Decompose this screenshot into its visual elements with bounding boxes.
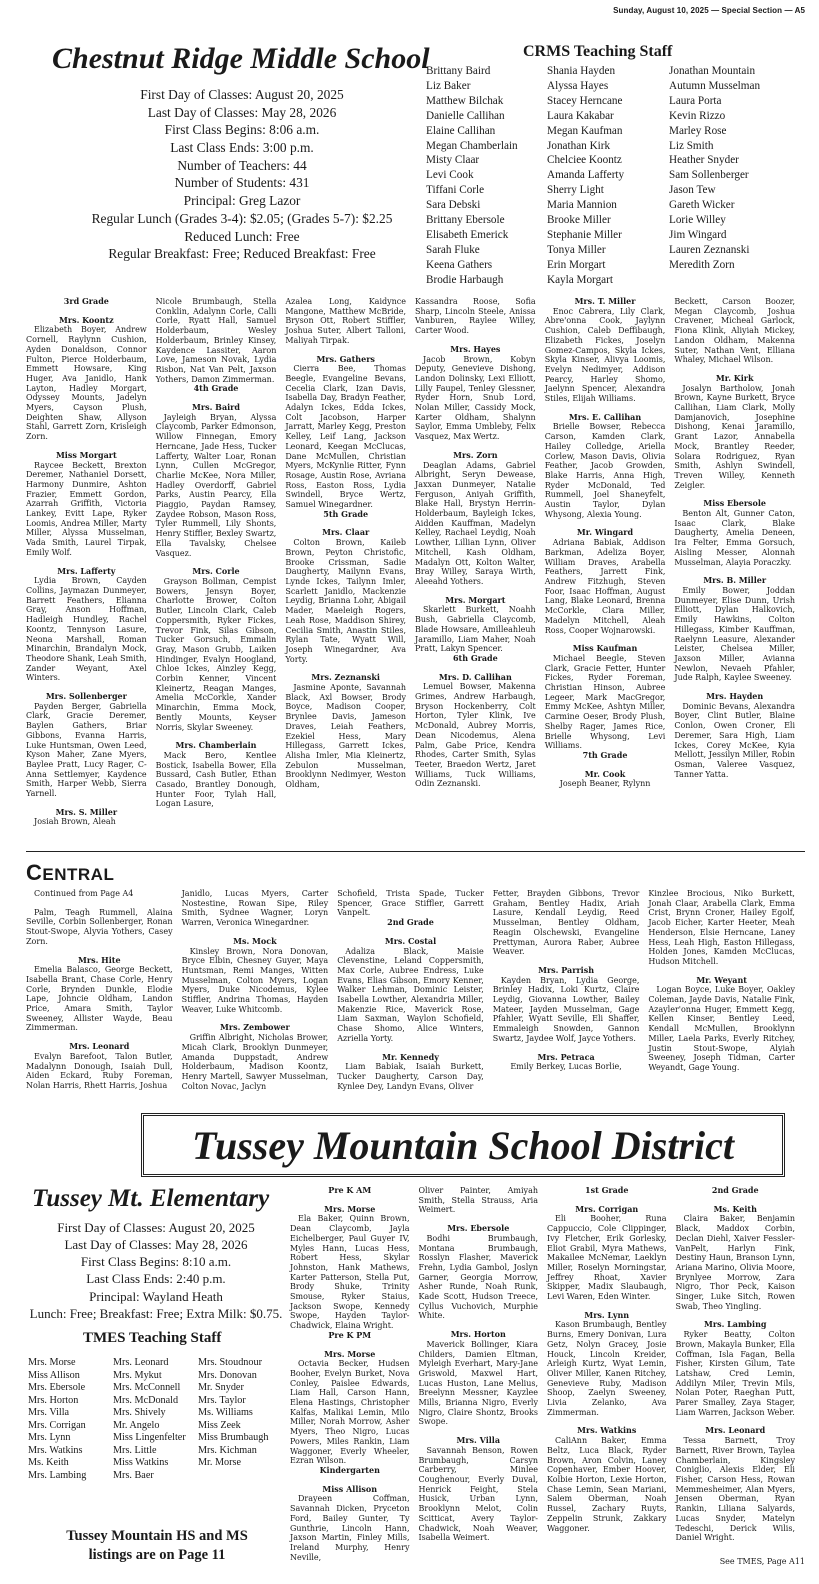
staff-name: Stephanie Miller <box>547 228 622 241</box>
teacher-heading: Miss Allison <box>322 1483 378 1494</box>
staff-name <box>198 1470 288 1483</box>
staff-name: Mrs. Villa <box>28 1407 70 1418</box>
grade-heading: 6th Grade <box>452 652 498 663</box>
teacher-heading: Miss Ebersole <box>703 498 767 509</box>
staff-name: Alyssa Hayes <box>547 79 609 92</box>
teacher-heading: Mrs. Parrish <box>538 964 595 975</box>
hs-ms-listing-note <box>30 1527 284 1565</box>
staff-name: Laura Kakabar <box>547 109 614 122</box>
teacher-heading: Mrs. Lafferty <box>57 565 116 576</box>
school-fact: Last Class Ends: 2:40 p.m. <box>86 1271 226 1287</box>
student-list: Kinsley Brown, Nora Donovan, Bryce Elbin, Chesney Guyer, Maya Huntsman, Remi Manges, Witten Musselman, Colton Myers, Logan Myers, Duke Nicodemus, Kylee Stiffler, Andrina Thomas, Hayden Weaver, Luke Whitcomb. <box>181 946 329 1014</box>
crms-column-5 <box>545 297 666 838</box>
staff-name: Stacey Herncane <box>547 94 623 107</box>
school-fact: Regular Breakfast: Free; Reduced Breakfast: Free <box>108 246 376 262</box>
teacher-heading: Mrs. Zeznanski <box>311 672 380 683</box>
staff-name: Mrs. Ebersole <box>28 1382 86 1393</box>
teacher-heading: Miss Morgart <box>55 449 117 460</box>
staff-name: Mrs. Mykut <box>113 1369 162 1381</box>
crms-facts <box>42 86 442 263</box>
staff-name: Mrs. Shively <box>113 1407 166 1418</box>
staff-name: Mrs. Kichman <box>198 1444 257 1456</box>
student-list: Beckett, Carson Boozer, Megan Claycomb, Joshua Cravener, Micheal Garlock, Fiona Klink, Aliyiah Mickey, Landon Oldham, Makenna Suter, Nathan Vent, Elliana Whaley, Michael Wilson. <box>674 297 796 365</box>
tmes-column-2 <box>419 1186 539 1554</box>
staff-name: Jonathan Mountain <box>669 65 756 77</box>
teacher-heading: Mr. Weyant <box>696 974 747 985</box>
student-list: Adaliza Black, Maisie Clevenstine, Leland Coppersmith, Max Corle, Aubree Endress, Luke Evans, Elias Gibson, Emory Kenner, Walker Lehman, Dominic Leister, Isabella Lowther, Alexandria Miller, Makenzie Rice, Maverick Rose, Liam Saxman, Waylon Schofield, Chase Shomo, Alice Winters, Azriella Yorty. <box>337 946 484 1043</box>
student-list: Elizabeth Boyer, Andrew Cornell, Raylynn Cushion, Ayden Donaldson, Connor Fulton, Pierce Holderbaum, Emmett Howsare, King Huger, Ava Janidlo, Hank Layton, Hadley Morgart, Odyssey Mounts, Jadelyn Myers, Cayson Plush, Deighten Shaw, Allyson Stahl, Garrett Zorn, Krisleigh Zorn. <box>26 325 147 442</box>
staff-name: Lauren Zeznanski <box>669 243 750 256</box>
school-fact: Reduced Lunch: Free <box>184 228 300 244</box>
student-list: Josalyn Bartholow, Jonah Brown, Kayne Burkett, Bryce Callihan, Liam Clark, Molly Damjanovich, Josephine Dishong, Kenai Jaramillo, Grant Lazor, Annabella Mock, Brantley Reeder, Solara Rodriguez, Ryan Smith, Ashlyn Swindell, Treven Willey, Kenneth Zeigler. <box>674 383 796 490</box>
student-list: Emelia Balasco, George Beckett, Isabella Brant, Chase Corle, Henry Corle, Brynden Dunkle, Elodie Lape, Johncie Oldham, Landon Price, Amara Smith, Taylor Sweeney, Allister Wayde, Beau Zimmerman. <box>26 965 173 1033</box>
student-list: Logan Boyce, Luke Boyer, Oakley Coleman, Jayde Davis, Natalie Fink, Azayler'onna Huger, Emmett Kegg, Kellen Kinser, Bentley Leed, Kendall McMullen, Brooklynn Miller, Laela Parks, Everly Ritchey, Justin Stout-Swope, Alyiah Sweeney, Joseph Tidman, Carter Weyandt, Gage Young. <box>648 985 795 1072</box>
school-fact: Last Class Ends: 3:00 p.m. <box>170 140 314 156</box>
staff-name: Sarah Fluke <box>426 243 480 256</box>
staff-name: Keena Gathers <box>426 258 493 271</box>
staff-name: Liz Smith <box>669 139 714 152</box>
student-list: Drayeen Coffman, Savannah Dicken, Pryceton Ford, Bailey Gunter, Ty Gunthrie, Lincoln Hann, Jaxson Martin, Finley Mills, Ireland Murphy, Henry Neville, <box>290 1494 410 1562</box>
staff-name: Tonya Miller <box>547 243 606 256</box>
staff-name: Heather Snyder <box>669 154 739 167</box>
staff-name: Sam Sollenberger <box>669 169 749 182</box>
crms-column-3 <box>285 297 406 838</box>
staff-name: Mrs. Corrigan <box>28 1419 86 1431</box>
student-list: Joseph Beaner, Rylynn <box>559 779 651 789</box>
school-fact: First Day of Classes: August 20, 2025 <box>140 87 344 102</box>
teacher-heading: Ms. Mock <box>233 935 277 946</box>
student-list: Maverick Bollinger, Kiara Childers, Damien Eltman, Myleigh Everhart, Mary-Jane Griswold, Maxwel Hart, Lucas Huston, Lane Melius, Breelynn Messner, Kayzlee Mills, Brianna Nigro, Everly Nigro, Claire Shontz, Brooks Swope. <box>418 1339 538 1427</box>
teacher-heading: Mr. Wingard <box>576 527 634 538</box>
staff-name: Miss Zeek <box>198 1419 241 1431</box>
staff-name: Mrs. Lynn <box>28 1432 71 1443</box>
school-fact: First Class Begins: 8:06 a.m. <box>164 122 320 138</box>
teacher-heading: Mrs. Koontz <box>59 314 114 325</box>
student-list: Josiah Brown, Aleah <box>34 817 116 827</box>
staff-name: Jim Wingard <box>669 228 727 241</box>
crms-column-1 <box>26 297 147 838</box>
crms-class-lists <box>26 297 795 838</box>
student-list: Grayson Bollman, Cempist Bowers, Jensyn Boyer, Charlotte Brower, Colton Butler, Lincoln Clark, Caleb Coppersmith, Ryker Fickes, Trevor Fink, Silas Gibson, Tucker Gorsuch, Emmalin Gray, Mason Grubb, Laiken Hindinger, Evalyn Hoogland, Chloe Ickes, Ainzley Kegg, Corbin Kenner, Vincent Kleinertz, Reagan Manges, Amelia McCorkle, Xander Minarchin, Emma Mock, Bently Mounts, Keyser Norris, Skylar Sweeney. <box>155 576 277 732</box>
teacher-heading: Mrs. Chamberlain <box>175 740 257 751</box>
student-list: Nicole Brumbaugh, Stella Conklin, Adalynn Corle, Calli Corle, Ryatt Hall, Samuel Holderbaum, Wesley Holderbaum, Brinley Kinsey, Kaydence Lassiter, Aaron Love, Jameson Novak, Lydia Risbon, Nat Van Pelt, Jaxson Yothers, Damon Zimmerman. <box>155 297 277 384</box>
staff-name: Miss Allison <box>28 1369 80 1381</box>
staff-name: Sara Debski <box>426 199 481 212</box>
staff-name: Erin Morgart <box>547 258 606 271</box>
tmes-staff-list <box>28 1357 288 1482</box>
teacher-heading: Mrs. Lambing <box>704 1319 767 1330</box>
student-list: Schofield, Trista Spade, Tucker Spencer, Grace Stiffler, Garrett Vanpelt. <box>337 889 484 918</box>
tmes-column-1 <box>290 1185 410 1562</box>
central-heading-initial: C <box>26 860 43 885</box>
teacher-heading: Mrs. Ebersole <box>447 1223 510 1234</box>
student-list: CaliAnn Baker, Emma Beltz, Luca Black, Ryder Brown, Aron Colvin, Laney Copenhaver, Ember Hoover, Kolbie Horton, Lexie Horton, Chase Lemin, Sean Mariani, Salem Oberman, Noah Russel, Zachary Ruyts, Zeppelin Strunk, Zakkary Waggoner. <box>547 1436 667 1533</box>
staff-name: Brodie Harbaugh <box>426 273 504 286</box>
student-list: Emily Bower, Joddan Dunmeyer, Elise Dunn, Urish Elliott, Dylan Halkovich, Emily Hawkins, Colton Hillegass, Kimber Kauffman, Raelynn Leasure, Alexander Leister, Chelsea Miller, Jaxson Miller, Avianna Newlon, Nevaeh Pfahler, Jude Ralph, Kaylee Sweeney. <box>674 585 796 683</box>
staff-name: Megan Chamberlain <box>426 139 518 152</box>
school-fact: Lunch: Free; Breakfast: Free; Extra Milk: $0.75. <box>29 1305 283 1321</box>
staff-name: Elaine Callihan <box>426 124 496 137</box>
student-list: Kayden Bryan, Lydia George, Brinley Hadix, Loki Kurtz, Claire Leydig, Giovanna Lowther, Bailey Mateer, Jayden Musselman, Gage Pfahler, Wyatt Seville, Eli Shaffer, Emmaleigh Snowden, Gannon Swartz, Jaydee Wolf, Jayce Yothers. <box>492 975 640 1043</box>
grade-heading: 5th Grade <box>323 508 369 519</box>
grade-heading: 1st Grade <box>585 1185 629 1195</box>
staff-name: Mrs. Donovan <box>198 1369 257 1381</box>
teacher-heading: Mrs. S. Miller <box>55 806 118 817</box>
school-fact: Number of Teachers: 44 <box>177 157 307 173</box>
grade-heading: Pre K PM <box>328 1329 372 1340</box>
teacher-heading: Mrs. Lynn <box>584 1309 630 1320</box>
staff-name: Mrs. Watkins <box>28 1444 83 1456</box>
staff-name: Elisabeth Emerick <box>426 228 509 241</box>
staff-name: Mrs. Little <box>113 1444 157 1456</box>
staff-name: Chelciee Koontz <box>547 154 622 167</box>
teacher-heading: Mrs. Hayes <box>450 343 501 354</box>
school-fact: Principal: Wayland Heath <box>89 1288 223 1304</box>
staff-name: Mrs. Horton <box>28 1394 79 1406</box>
school-fact: First Class Begins: 8:10 a.m. <box>80 1254 232 1270</box>
teacher-heading: Mrs. D. Callihan <box>438 671 512 682</box>
central-heading-rest: ENTRAL <box>42 865 115 884</box>
staff-name: Mr. Angelo <box>113 1419 160 1431</box>
tmes-facts <box>26 1219 286 1322</box>
teacher-heading: Mrs. Corle <box>192 566 240 577</box>
teacher-heading: Mrs. Leonard <box>705 1425 766 1436</box>
section-divider <box>26 851 805 852</box>
student-list: Dominic Bevans, Alexandra Boyer, Clint Butler, Blaine Conlon, Owen Croner, Eli Deremer, Sara High, Liam Ickes, Corey McKee, Kyia Mellott, Jessilyn Miller, Robin Osman, Valeree Vasquez, Tanner Yatta. <box>674 701 796 779</box>
staff-name: Mr. Morse <box>198 1457 242 1468</box>
staff-name: Mrs. Taylor <box>198 1394 246 1406</box>
school-fact: Regular Lunch (Grades 3-4): $2.05; (Grades 5-7): $2.25 <box>91 210 393 226</box>
staff-name: Brittany Baird <box>426 65 491 77</box>
teacher-heading: Mrs. Morgart <box>445 594 506 605</box>
grade-heading: 2nd Grade <box>387 917 434 928</box>
hs-note-line-2: listings are on Page 11 <box>88 1546 226 1563</box>
staff-name: Ms. Keith <box>28 1457 69 1468</box>
student-list: Lemuel Bowser, Makenna Grimes, Andrew Harbaugh, Bryson Hockenberry, Colt Horton, Tyler Klink, Ive McDonald, Aubrey Morris, Dean Nicodemus, Alena Palm, Gabe Price, Kendra Rhodes, Carter Smith, Sylas Teeter, Braedon Wertz, Jaret Williams, Tuck Williams, Odin Zeznanski. <box>415 682 536 789</box>
teacher-heading: Mrs. Horton <box>450 1329 506 1340</box>
teacher-heading: Mrs. E. Callihan <box>568 411 642 422</box>
student-list: Tessa Barnett, Troy Barnett, River Brown, Taylea Chamberlain, Kingsley Coniglio, Alexis Elder, Eli Fisher, Carson Hess, Rowan Memmesheimer, Alan Myers, Jensen Oberman, Ryan Rankin, Liliana Salyards, Lucas Snyder, Matelyn Tedeschi, Derick Wilis, Daniel Wright. <box>675 1436 795 1543</box>
teacher-heading: Mrs. Baird <box>192 402 240 413</box>
student-list: Jacob Brown, Kobyn Deputy, Genevieve Dishong, Landon Dolinsky, Lexi Elliott, Lilly Faupel, Tenley Glessner, Ryder Horn, Snub Lord, Nolan Miller, Cassidy Mock, Karter Oldham, Shalynn Saylor, Emma Umbleby, Felix Vasquez, Max Wertz. <box>415 354 536 442</box>
central-column-5 <box>648 889 795 1099</box>
central-column-2 <box>182 889 329 1099</box>
student-list: Janidlo, Lucas Myers, Carter Nostestine, Rowan Sipe, Riley Smith, Sydnee Wagner, Loryn Warren, Veronica Winegardner. <box>181 889 329 928</box>
student-list: Brielle Bowser, Rebecca Carson, Kamden Clark, Hailey Colledge, Ariella Corlew, Mason Davis, Olivia Feather, Jacob Growden, Blake Harris, Anna High, Ryder McDonald, Ted Rummell, Joel Shaneyfelt, Austin Taylor, Dylan Whysong, Alexia Young. <box>544 422 666 519</box>
staff-name: Danielle Callihan <box>426 109 505 122</box>
staff-name: Megan Kaufman <box>547 124 623 137</box>
student-list: Azalea Long, Kaidynce Mangone, Matthew McBride, Bryson Ott, Robert Stiffler, Joshua Suter, Albert Talloni, Maliyah Tirpak. <box>285 297 407 345</box>
student-list: Emily Berkey, Lucas Borlie, <box>510 1062 622 1072</box>
student-list: Octavia Becker, Hudsen Booher, Evelyn Burket, Nova Conley, Paislee Edwards, Liam Hall, Carson Hann, Elena Hastings, Christopher Kalfas, Malikai Lemin, Milo Miller, Norah Morrow, Asher Myers, Theo Nigro, Lucas Powers, Miles Rankin, Liam Waggoner, Everly Wheeler, Ezran Wilson. <box>290 1359 410 1466</box>
staff-name: Sherry Light <box>547 184 604 197</box>
staff-name: Laura Porta <box>669 94 722 107</box>
student-list: Lydia Brown, Cayden Collins, Jaymazan Dunmeyer, Barrett Feathers, Elianna Gray, Anson Hoffman, Hadleigh Hundley, Rachel Koontz, Tennyson Lasure, Neona Marshall, Roman Minarchin, Brandalyn Mock, Theodore Shank, Leah Smith, Zander Weyant, Axel Winters. <box>26 576 147 683</box>
teacher-heading: Mrs. Villa <box>456 1435 500 1446</box>
teacher-heading: Mrs. Morse <box>324 1203 376 1214</box>
central-heading <box>26 860 114 886</box>
staff-name: Brittany Ebersole <box>426 214 505 227</box>
staff-name: Jason Tew <box>669 184 716 197</box>
staff-name: Autumn Musselman <box>669 79 761 92</box>
teacher-heading: Mrs. B. Miller <box>703 575 767 586</box>
tmes-class-lists <box>290 1185 795 1562</box>
school-fact: Number of Students: 431 <box>174 175 310 191</box>
student-list: Savannah Benson, Rowen Brumbaugh, Carsyn Carberry, Minlee Coughenour, Everly Duval, Henrick Feight, Stela Husick, Urban Lynn, Brooklynn Melot, Colin Scitticat, Avery Taylor-Chadwick, Noah Weaver, Isabella Weimert. <box>418 1445 538 1543</box>
student-list: Ela Baker, Quinn Brown, Dean Claycomb, Jayla Eichelberger, Paul Guyer IV, Myles Hann, Lucas Hess, Robert Hess, Skylar Johnston, Hank Mathews, Karter Patterson, Stella Put, Brody Shuke, Trinity Smouse, Ryker Staius, Jackson Swope, Kennedy Swope, Hayden Taylor-Chadwick, Elaina Wright. <box>290 1214 410 1331</box>
teacher-heading: Mrs. Corrigan <box>575 1203 639 1214</box>
teacher-heading: Mrs. Zorn <box>453 449 498 460</box>
student-list: Fetter, Brayden Gibbons, Trevor Graham, Bentley Hadix, Ariah Lasure, Kendall Leydig, Reed Musselman, Bentley Oldham, Reagin Olschewski, Evangeline Prettyman, Aurora Raber, Aubree Weaver. <box>492 889 640 957</box>
student-list: Palm, Teagh Rummell, Alaina Seville, Corbin Sollenberger, Ronan Stout-Swope, Alyvia Yothers, Casey Zorn. <box>26 907 173 946</box>
staff-name: Kevin Rizzo <box>669 109 726 122</box>
student-list: Enoc Cabrera, Lily Clark, Abre'onna Cook, Jaylynn Cushion, Caleb Deffibaugh, Elizabeth Fickes, Joselyn Gomez-Campos, Skyla Ickes, Skyla Kinser, Alivya Loomis, Evelyn Nedimyer, Addison Pearcy, Harley Shomo, Jaelynn Spencer, Alexandra Stiles, Elijah Williams. <box>544 306 666 404</box>
school-fact: Last Day of Classes: May 28, 2026 <box>147 104 337 120</box>
staff-name: Amanda Lafferty <box>547 169 625 182</box>
central-class-lists <box>26 889 795 1099</box>
tmes-staff-title: TMES Teaching Staff <box>83 1330 222 1346</box>
staff-name: Miss Lingenfelter <box>113 1432 186 1443</box>
student-list: Evalyn Barefoot, Talon Butler, Madalynn Donough, Isaiah Dull, Aiden Eckard, Ruby Foreman, Nolan Harris, Rhett Harris, Joshua <box>26 1051 173 1090</box>
staff-name: Mrs. Baer <box>113 1469 154 1481</box>
central-column-1 <box>26 889 173 1099</box>
staff-name <box>669 273 806 288</box>
staff-name: Marley Rose <box>669 124 727 137</box>
tmes-column-3 <box>547 1186 667 1554</box>
central-column-4 <box>493 889 640 1099</box>
teacher-heading: Miss Kaufman <box>572 643 638 654</box>
teacher-heading: Mrs. Leonard <box>69 1041 130 1052</box>
school-fact: First Day of Classes: August 20, 2025 <box>57 1220 255 1235</box>
staff-name: Mrs. McDonald <box>113 1394 179 1406</box>
student-list: Eli Booher, Runa Cappuccio, Cole Clippinger, Ivy Fletcher, Erik Gorlesky, Eliot Grabil, Myra Mathews, Makailee McNemar, Laeklyn Miller, Roselyn Morningstar, Jeffrey Rhoat, Xavier Skipper, Madix Slaubaugh, Levi Waren, Eden Winter. <box>547 1214 667 1302</box>
teacher-heading: Mr. Cook <box>584 768 626 779</box>
teacher-heading: Mrs. Morse <box>324 1348 376 1359</box>
staff-name: Gareth Wicker <box>669 199 735 212</box>
grade-heading: 4th Grade <box>193 383 239 394</box>
student-list: Michael Beegle, Steven Clark, Gracie Fetter, Hunter Fickes, Ryder Foreman, Christian Hinson, Aubree Legeer, Mark MacGregor, Emmy McKee, Ashtyn Miller, Carmine Oeser, Brody Plush, Shelby Rager, James Rice, Brielle Whysong, Levi Williams. <box>544 653 666 751</box>
teacher-heading: Mrs. Zembower <box>220 1022 290 1033</box>
school-fact: Last Day of Classes: May 28, 2026 <box>64 1237 248 1253</box>
school-fact: Principal: Greg Lazor <box>183 193 301 209</box>
student-list: Deaglan Adams, Gabriel Albright, Seryn Dewease, Jaxxan Dunmeyer, Natalie Ferguson, Aniyah Griffith, Blake Hall, Brystyn Herrin-Holderbaum, Bayleigh Ickes, Aidden Kauffman, Madelyn Kelley, Rachael Leydig, Noah Lowther, Lillian Lynn, Oliver Mitchell, Kash Oldham, Madalyn Ott, Kolton Walter, Bray Willey, Saraya Wirth, Aleeahd Yothers. <box>415 460 536 586</box>
teacher-heading: Mrs. Petraca <box>537 1051 595 1062</box>
staff-name: Miss Brumbaugh <box>198 1432 269 1443</box>
teacher-heading: Mrs. Hayden <box>706 691 764 702</box>
tmes-column-4 <box>676 1186 796 1554</box>
student-list: Claira Baker, Benjamin Black, Maddox Corbin, Declan Diehl, Xaiver Fessler-VanPelt, Harlyn Fink, Destiny Haun, Branson Lynn, Ariana Marino, Olivia Moore, Brynlyee Morrow, Zara Nigro, Thor Peck, Kaison Singer, Luke Sitch, Rowen Swab, Theo Yingling. <box>675 1214 795 1311</box>
student-list: Cierra Bee, Thomas Beegle, Evangeline Bevans, Cecelia Clark, Izan Davis, Isabella Day, Bradyn Feather, Adalyn Ickes, Edda Ickes, Colt Jacobson, Harper Jarratt, Marley Kegg, Preston Kelley, Leif Lang, Jackson Leonard, Keegan McClucas, Dane McMullen, Christian Myers, McKynlie Ritter, Fynn Rosage, Austin Rose, Avriana Ross, Easton Ross, Lydia Swindell, Bryce Wertz, Samuel Winegardner. <box>285 364 407 510</box>
staff-name: Meredith Zorn <box>669 258 735 271</box>
staff-name: Tiffani Corle <box>426 184 485 197</box>
grade-heading: 3rd Grade <box>63 296 109 306</box>
student-list: Kassandra Roose, Sofia Sharp, Lincoln Steele, Anissa Vanburen, Raylee Willey, Carter Wood. <box>415 297 536 336</box>
staff-name: Matthew Bilchak <box>426 94 504 107</box>
crms-column-2 <box>156 297 277 838</box>
student-list: Bodhi Brumbaugh, Montana Brumbaugh, Rosslyn Flasher, Maverick Frehn, Lydia Gambol, Joslyn Garner, Georgia Morrow, Asher Runde, Noah Runk, Kade Scott, Hudson Treece, Cyllus Vuchovich, Murphie White. <box>418 1233 538 1321</box>
staff-name: Mrs. McConnell <box>113 1382 181 1393</box>
student-list: Jayleigh Bryan, Alyssa Claycomb, Parker Edmonson, Willow Finnegan, Emory Herncane, Jade Hess, Tucker Lafferty, Walter Loar, Ronan Lynn, Cullen McGregor, Charlie McKee, Nora Miller, Hadley Overdorff, Gabriel Parks, Austin Pearcy, Ella Piaggio, Paydan Ramsey, Zaydee Robson, Mason Ross, Tyler Rummell, Lily Shonts, Henry Stiffler, Bexley Swartz, Ella Tavalsky, Chelsee Vasquez. <box>155 412 277 558</box>
teacher-heading: Mr. Kennedy <box>382 1051 439 1062</box>
tmes-title: Tussey Mt. Elementary <box>32 1185 270 1212</box>
staff-name: Maria Mannion <box>547 199 617 212</box>
hs-note-line-1: Tussey Mountain HS and MS <box>66 1528 248 1544</box>
teacher-heading: Ms. Keith <box>713 1203 757 1214</box>
staff-name: Mr. Snyder <box>198 1382 244 1393</box>
staff-name: Lorie Willey <box>669 214 726 227</box>
student-list: Raycee Beckett, Brexton Deremer, Nathaniel Dorsett, Harmony Dunmire, Ashton Frazier, Emmett Gordon, Azarrah Griffith, Victoria Lankey, Evitt Lape, Ryker Loomis, Andrea Miller, Marty Miller, Alyssa Musselman, Vada Smith, Laurel Tirpak, Emily Wolf. <box>26 460 147 557</box>
teacher-heading: Mrs. Claar <box>322 527 370 538</box>
crms-column-4 <box>415 297 536 838</box>
staff-name: Kayla Morgart <box>547 273 613 286</box>
teacher-heading: Mrs. Hite <box>78 954 121 965</box>
student-list: Skarlett Burkett, Noahh Bush, Gabriella Claycomb, Blade Howsare, Amilleahleuh Jaramillo, Liam Maher, Noah Pratt, Lakyn Spencer. <box>415 605 536 654</box>
student-list: Payden Berger, Gabriella Clark, Gracie Deremer, Baylen Gathers, Briar Gibbons, Evanna Harris, Luke Huntsman, Owen Leed, Kyson Maher, Zane Myers, Baylee Pratt, Lucy Rager, C-Anna Settlemyer, Kaydence Smith, Harper Webb, Sierra Yarnell. <box>26 701 147 799</box>
central-column-3 <box>337 889 484 1099</box>
student-list: Liam Babiak, Isaiah Burkett, Tucker Daugherty, Carson Day, Kynlee Dey, Landyn Evans, Oliver <box>337 1062 484 1091</box>
teacher-heading: Mrs. Watkins <box>577 1425 637 1436</box>
crms-title: Chestnut Ridge Middle School <box>52 42 430 75</box>
staff-name: Mrs. Morse <box>28 1357 76 1368</box>
crms-staff-list <box>426 64 806 288</box>
staff-name: Levi Cook <box>426 169 474 182</box>
student-list: Benton Alt, Gunner Caton, Isaac Clark, Blake Daugherty, Amelia Deneen, Ira Felter, Emma Gorsuch, Aisling Messer, Alonnah Musselman, Alayia Poraczky. <box>674 509 796 567</box>
student-list: Oliver Painter, Amiyah Smith, Stella Strauss, Aria Weimert. <box>418 1186 538 1215</box>
teacher-heading: Mrs. Costal <box>384 935 437 946</box>
student-list: Jasmine Aponte, Savannah Black, Axl Bowser, Brody Boyce, Madison Cooper, Brynlee Davis, Jameson Draves, Leiah Feathers, Ezekiel Hess, Mary Hillegass, Garrett Ickes, Alisha Imler, Mia Kleinertz, Zebulon Musselman, Brooklynn Nedimyer, Weston Oldham, <box>285 683 407 790</box>
student-list: Griffin Albright, Nicholas Brower, Micah Clark, Brooklyn Dunmeyer, Amanda Duppstadt, Andrew Holderbaum, Madison Koontz, Henry Martell, Sawyer Musselman, Colton Novac, Jaclyn <box>181 1033 329 1091</box>
staff-name: Ms. Williams <box>198 1407 253 1418</box>
student-list: Kason Brumbaugh, Bentley Burns, Emery Donivan, Lura Getz, Nolyn Gracey, Josie Houck, Lincoln Kreider, Arleigh Kurtz, Wyat Lemin, Oliver Miller, Kanen Ritchey, Genevieve Ruby, Madison Shoop, Zaelyn Sweeney, Livia Zelanko, Ava Zimmerman. <box>547 1320 667 1417</box>
crms-staff-title: CRMS Teaching Staff <box>523 43 673 60</box>
staff-name: Mrs. Leonard <box>113 1357 169 1368</box>
student-list: Kinzlee Brocious, Niko Burkett, Jonah Claar, Arabella Clark, Emma Crist, Brynn Croner, Hailey Egolf, Jacob Eicher, Karter Heeter, Meah Henderson, Elsie Herncane, Laney Hess, Leah High, Easton Hillegass, Holden Jones, Kamden McClucas, Hudson Mitchell. <box>648 889 795 966</box>
student-list: Ryker Beatty, Colton Brown, Makayla Bunker, Ella Coffman, Isla Fagan, Bella Fisher, Kirsten Gilum, Tate Latshaw, Cred Lemin, Addilyn Miler, Trevin Mils, Nolan Poter, Raeghan Putt, Parer Smalley, Zaya Stager, Liam Warren, Jackson Weber. <box>675 1330 795 1417</box>
staff-name: Brooke Miller <box>547 214 611 227</box>
staff-name: Miss Watkins <box>113 1457 169 1468</box>
dateline: Sunday, August 10, 2025 — Special Section — A5 <box>613 6 805 15</box>
grade-heading: 2nd Grade <box>711 1185 759 1195</box>
grade-heading: Kindergarten <box>319 1464 380 1475</box>
grade-heading: Pre K AM <box>328 1185 372 1195</box>
student-list: Mack Bero, Kentlee Bostick, Isabella Bower, Ella Bussard, Cash Butler, Ethan Casado, Brantley Donough, Hunter Foor, Tylah Hall, Logan Lasure, <box>155 750 277 809</box>
student-list: Adriana Babiak, Addison Barkman, Adeliza Boyer, William Draves, Arabella Feathers, Jarrett Fink, Andrew Fitzhugh, Steven Foor, Isaac Hoffman, August Lang, Blake Leonard, Brenna McCorkle, Clara Miller, Madelyn Mitchell, Aleah Ross, Cooper Wojnarowski. <box>544 538 666 635</box>
crms-column-6 <box>674 297 795 838</box>
teacher-heading: Mrs. Gathers <box>316 353 375 364</box>
staff-name: Jonathan Kirk <box>547 139 611 152</box>
teacher-heading: Mr. Kirk <box>715 372 754 383</box>
staff-name: Shania Hayden <box>547 65 616 77</box>
teacher-heading: Mrs. Sollenberger <box>45 691 127 702</box>
grade-heading: 7th Grade <box>582 749 628 760</box>
teacher-heading: Mrs. T. Miller <box>574 296 636 306</box>
staff-name: Mrs. Stoudnour <box>198 1357 262 1368</box>
district-banner: Tussey Mountain School District <box>141 1113 785 1177</box>
staff-name: Liz Baker <box>426 79 471 92</box>
continued-note: See TMES, Page A11 <box>719 1557 805 1566</box>
student-list: Colton Brown, Kaileb Brown, Peyton Christofic, Brooke Crissman, Sadie Daugherty, Mailynn Evans, Lynde Ickes, Tailynn Imler, Scarlett Janidlo, Mackenzie Leydig, Brianna Lohr, Abigail Mader, Maeleigh Rogers, Leah Rose, Maddison Shirey, Cecilia Smith, Anastin Stiles, Rylan Tate, Wyatt Will, Joseph Winegardner, Ava Yorty. <box>285 538 407 664</box>
staff-name: Mrs. Lambing <box>28 1469 87 1481</box>
student-list: Continued from Page A4 <box>34 889 134 898</box>
staff-name: Misty Claar <box>426 154 480 167</box>
